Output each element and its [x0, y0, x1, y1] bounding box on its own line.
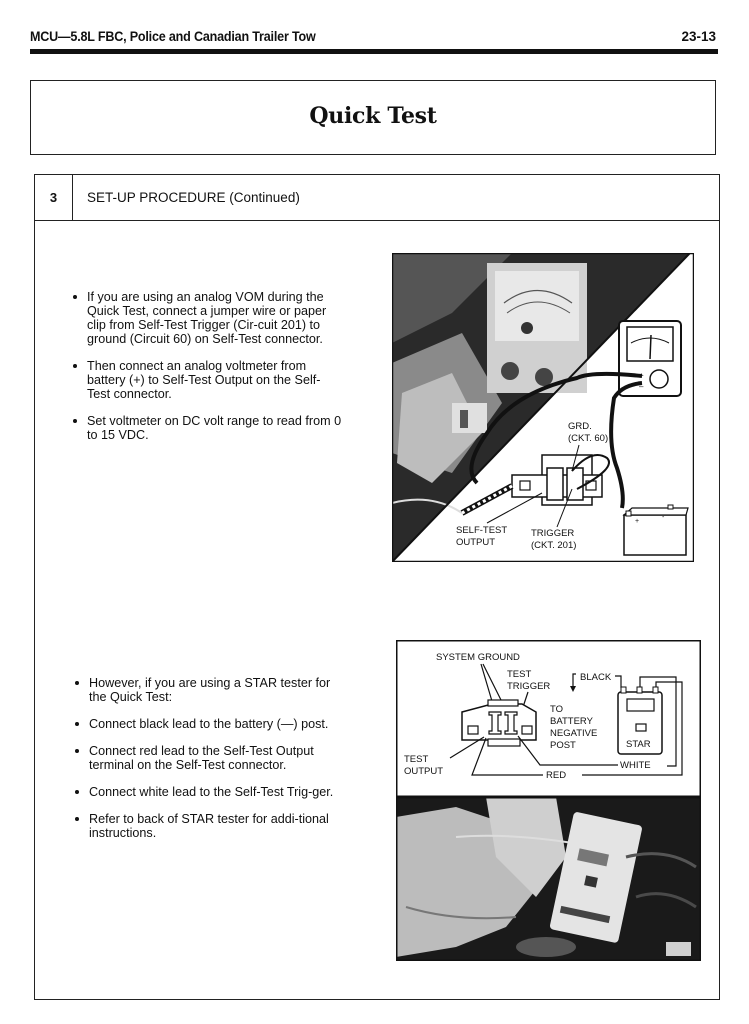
instruction-text: Connect white lead to the Self-Test Trig-ger.: [89, 785, 334, 799]
white-lead-label: WHITE: [620, 760, 651, 771]
page-number: 23-13: [681, 29, 716, 44]
test-output-label-2: OUTPUT: [404, 766, 444, 777]
vom-hookup-figure: [392, 253, 694, 562]
meter-plus-label: +: [639, 371, 644, 380]
self-test-output-label-2: OUTPUT: [456, 537, 496, 548]
header-rule: [30, 49, 718, 54]
star-tester-label: STAR: [626, 739, 651, 750]
black-lead-label: BLACK: [580, 672, 612, 683]
battery-minus-label: -: [662, 514, 665, 521]
meter-minus-label: –: [639, 382, 644, 391]
instruction-text: Connect red lead to the Self-Test Output terminal on the Self-Test connector.: [89, 744, 314, 772]
battery-plus-label: +: [635, 518, 640, 525]
bullet-icon: [75, 817, 79, 821]
title-box: [30, 80, 716, 155]
test-trigger-label-2: TRIGGER: [507, 681, 551, 692]
running-head: [30, 29, 718, 49]
list-item: [72, 414, 342, 442]
self-test-output-label: SELF-TEST: [456, 525, 508, 536]
instruction-text: Set voltmeter on DC volt range to read from 0 to 15 VDC.: [87, 414, 342, 442]
vom-instruction-list: [72, 290, 342, 455]
instruction-text: However, if you are using a STAR tester for the Quick Test:: [89, 676, 331, 704]
list-item: [72, 359, 342, 401]
page-title: Quick Test: [309, 103, 437, 129]
bullet-icon: [75, 681, 79, 685]
instruction-text: If you are using an analog VOM during the Quick Test, connect a jumper wire or paper clip from Self-Test Trigger (Cir-cuit 201) to ground (Circuit 60) on Self-Test connector.: [87, 290, 327, 346]
bullet-icon: [73, 419, 77, 423]
test-trigger-label: TEST: [507, 669, 532, 680]
star-hookup-diagram: [396, 640, 701, 797]
section-number: 3: [35, 175, 73, 220]
running-title: MCU—5.8L FBC, Police and Canadian Trailer Tow: [30, 29, 316, 44]
list-item: [74, 812, 346, 840]
to-battery-label-3: NEGATIVE: [550, 728, 598, 739]
system-ground-label: SYSTEM GROUND: [436, 652, 520, 663]
list-item: [74, 744, 346, 772]
bullet-icon: [75, 722, 79, 726]
bullet-icon: [73, 364, 77, 368]
instruction-text: Then connect an analog voltmeter from battery (+) to Self-Test Output on the Self-Test connector.: [87, 359, 321, 401]
star-instruction-list: [74, 676, 346, 853]
grd-ckt-label: (CKT. 60): [568, 433, 609, 444]
trigger-label: TRIGGER: [531, 528, 575, 539]
red-lead-label: RED: [546, 770, 567, 781]
star-tester-photo: [396, 797, 701, 961]
section-header: [35, 175, 719, 221]
list-item: [74, 717, 346, 731]
to-battery-label-4: POST: [550, 740, 576, 751]
section-label: SET-UP PROCEDURE (Continued): [87, 190, 300, 205]
instruction-text: Refer to back of STAR tester for addi-tional instructions.: [89, 812, 329, 840]
list-item: [74, 676, 346, 704]
to-battery-label: TO: [550, 704, 564, 715]
list-item: [74, 785, 346, 799]
bullet-icon: [75, 749, 79, 753]
to-battery-label-2: BATTERY: [550, 716, 593, 727]
battery-drawing: [624, 505, 688, 555]
list-item: [72, 290, 342, 346]
test-output-label: TEST: [404, 754, 429, 765]
negative-lead: [611, 383, 642, 508]
grd-label: GRD.: [568, 421, 592, 432]
bullet-icon: [73, 295, 77, 299]
bullet-icon: [75, 790, 79, 794]
instruction-text: Connect black lead to the battery (—) post.: [89, 717, 329, 731]
trigger-ckt-label: (CKT. 201): [531, 540, 577, 551]
